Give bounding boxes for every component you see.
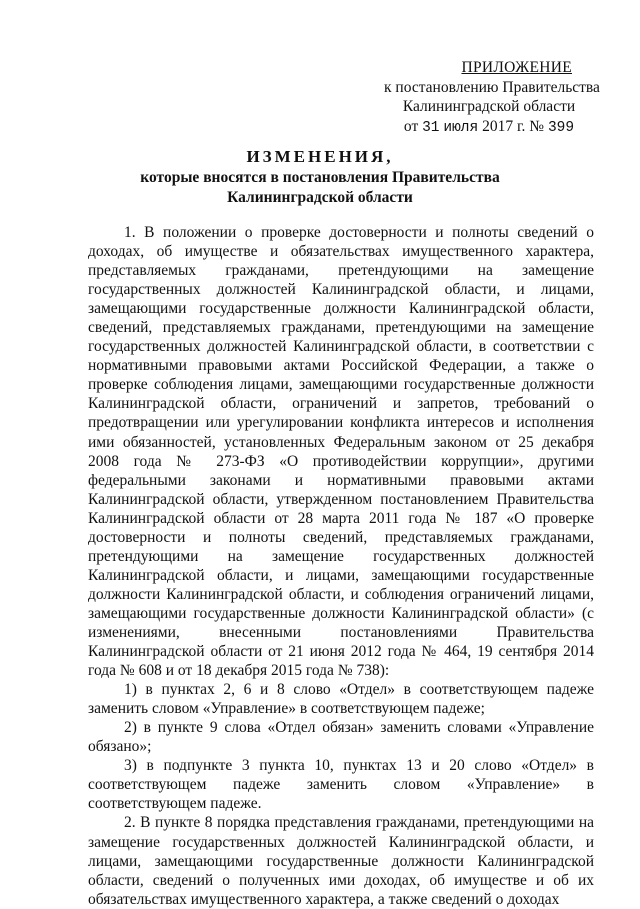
paragraph-1-item-1: 1) в пунктах 2, 6 и 8 слово «Отдел» в соответствующем падеже заменить словом «Управление» в соответствующем падеже; [88, 681, 594, 718]
date-year: 2017 г. № [482, 117, 545, 135]
title-line-2: Калининградской области [227, 189, 413, 206]
appendix-line-2: Калининградской области [402, 98, 576, 115]
paragraph-2: 2. В пункте 8 порядка представления гражданами, претендующими на замещение государственных должностей Калининградской области, и лицами, замещающими государственные должности Калининградской области, сведений о полученных ими доходах, об имуществе и об их обязательствах имущественного характера, а также сведений о доходах [88, 814, 594, 908]
date-prefix: от [403, 117, 419, 135]
date-month: июля [443, 119, 479, 136]
appendix-date [384, 117, 594, 139]
paragraph-1: 1. В положении о проверке достоверности и полноты сведений о доходах, об имуществе и обязательствах имущественного характера, представляемых гражданами, претендующими на замещение государственных должностей Калининградской области, и лицами, замещающими государственные должности Калининградской области, сведений, представляемых гражданами, претендующими на замещение государственных должностей Калининградской области, в соответствии с нормативными правовыми актами Российской Федерации, а также о проверке соблюдения лицами, замещающими государственные должности Калининградской области, ограничений и запретов, требований о предотвращении или урегулировании конфликта интересов и исполнения ими обязанностей, установленных Федеральным законом от 25 декабря 2008 года № 273-ФЗ «О противодействии коррупции», другими федеральными законами и нормативными правовыми актами Калининградской области, утвержденном постановлением Правительства Калининградской области от 28 марта 2011 года № 187 «О проверке достоверности и полноты сведений, представляемых гражданами, претендующими на замещение государственных должностей Калининградской области, и лицами, замещающими государственные должности Калининградской области, и соблюдения ограничений лицами, замещающими государственные должности Калининградской области» (с изменениями, внесенными постановлениями Правительства Калининградской области от 21 июня 2012 года № 464, 19 сентября 2014 года № 608 и от 18 декабря 2015 года № 738): [88, 224, 594, 680]
date-number: 399 [547, 119, 575, 136]
title-line-1: которые вносятся в постановления Правительства [140, 169, 500, 186]
appendix-heading: ПРИЛОЖЕНИЕ [461, 59, 572, 76]
date-day: 31 [422, 119, 440, 136]
document-title [0, 146, 640, 208]
paragraph-1-item-2: 2) в пункте 9 слова «Отдел обязан» заменить словами «Управление обязано»; [88, 719, 594, 756]
title-main: ИЗМЕНЕНИЯ, [246, 147, 394, 166]
appendix-line-1: к постановлению Правительства [384, 78, 600, 96]
document-body [88, 223, 594, 909]
appendix-block [384, 58, 600, 138]
paragraph-1-item-3: 3) в подпункте 3 пункта 10, пунктах 13 и 20 слово «Отдел» в соответствующем падеже заменить словом «Управление» в соответствующем падеже. [88, 757, 594, 813]
